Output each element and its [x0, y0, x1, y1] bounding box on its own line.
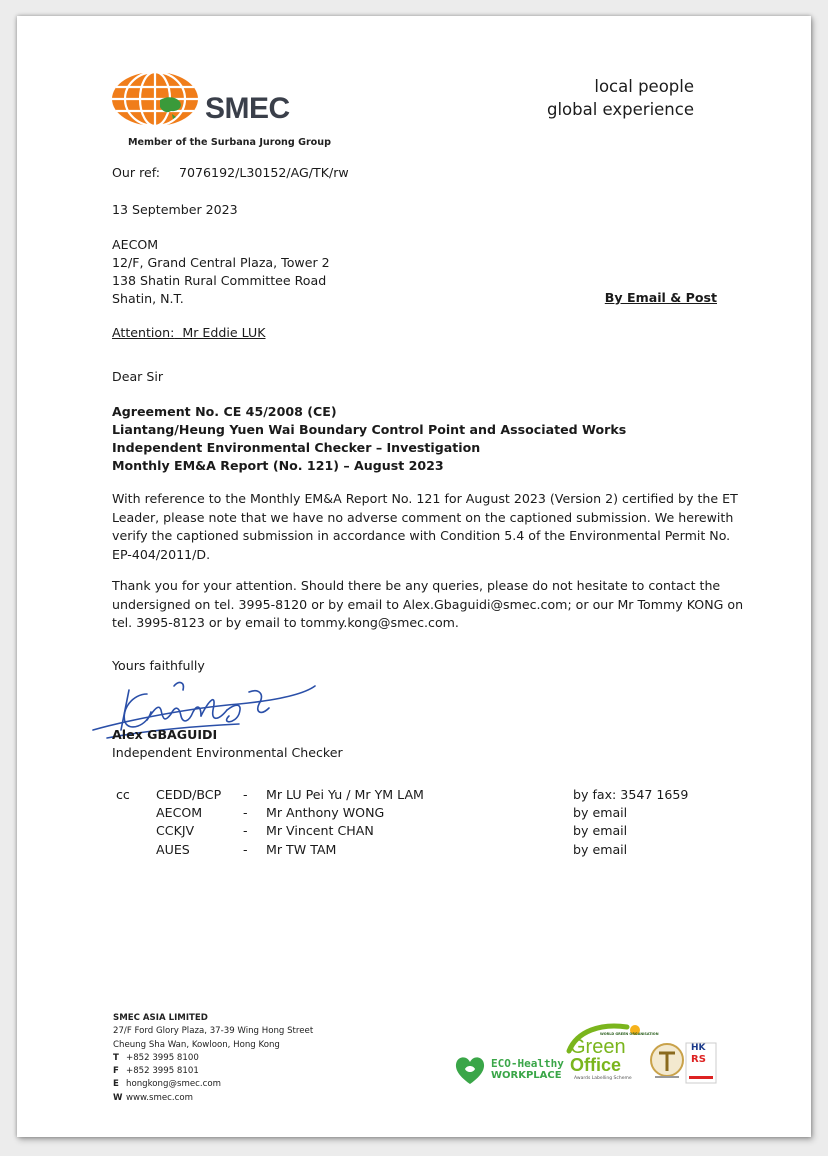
rs-mark-label: RS — [691, 1054, 706, 1065]
slogan-line-1: local people — [594, 77, 694, 96]
cc-method: by fax: 3547 1659 — [573, 787, 689, 802]
signatory-title: Independent Environmental Checker — [112, 745, 343, 760]
web-label: W — [113, 1092, 123, 1103]
salutation: Dear Sir — [112, 369, 164, 384]
paragraph-1-line: Leader, please note that we have no adverse comment on the captioned submission. We herewith — [112, 509, 734, 525]
eco-healthy-line-1: ECO-Healthy — [491, 1057, 564, 1070]
tel-label: T — [113, 1052, 119, 1063]
cc-person: Mr LU Pei Yu / Mr YM LAM — [266, 787, 424, 802]
green-office-line-1: Green — [570, 1036, 626, 1058]
closing: Yours faithfully — [112, 658, 205, 673]
eco-healthy-heart-icon — [453, 1053, 487, 1087]
footer-tel — [113, 1052, 313, 1065]
cc-method: by email — [573, 823, 628, 839]
footer-address — [113, 1012, 313, 1105]
footer-company: SMEC ASIA LIMITED — [113, 1013, 208, 1023]
footer-address-line-2: Cheung Sha Wan, Kowloon, Hong Kong — [113, 1039, 280, 1050]
fax-value: +852 3995 8101 — [126, 1066, 199, 1077]
smec-brand-name: SMEC — [205, 92, 290, 125]
paragraph-2-line: undersigned on tel. 3995-8120 or by email to Alex.Gbaguidi@smec.com; or our Mr Tommy KONG on — [112, 596, 744, 612]
attention-line — [112, 324, 266, 342]
cc-org: CCKJV — [156, 823, 195, 839]
body-paragraph-1 — [112, 490, 738, 564]
cc-org: AUES — [156, 841, 190, 857]
footer-email — [113, 1078, 313, 1091]
cc-dash: - — [243, 823, 248, 839]
web-value: www.smec.com — [126, 1092, 193, 1103]
fax-label: F — [113, 1066, 119, 1077]
cc-person: Mr Vincent CHAN — [266, 823, 374, 839]
attention-label: Attention: — [112, 325, 175, 340]
green-office-line-2: Office — [570, 1055, 622, 1075]
certification-seal-icon — [649, 1042, 685, 1082]
cc-dash: - — [243, 787, 248, 802]
letter-page — [17, 16, 811, 1137]
paragraph-1-line: With reference to the Monthly EM&A Report No. 121 for August 2023 (Version 2) certified by the ET — [112, 491, 738, 506]
cc-method: by email — [573, 841, 628, 857]
cc-dash: - — [243, 841, 248, 857]
smec-globe-logo — [110, 70, 200, 128]
ref-value: 7076192/L30152/AG/TK/rw — [179, 165, 349, 180]
cc-org: CEDD/BCP — [156, 787, 222, 802]
cc-row — [116, 822, 716, 840]
cc-person: Mr TW TAM — [266, 841, 337, 857]
recipient-line-1: AECOM — [112, 237, 159, 252]
footer-address-line-1: 27/F Ford Glory Plaza, 37-39 Wing Hong Street — [113, 1026, 314, 1037]
member-line: Member of the Surbana Jurong Group — [128, 137, 331, 148]
recipient-line-2: 12/F, Grand Central Plaza, Tower 2 — [112, 255, 330, 270]
hk-mark-label: HK — [691, 1043, 706, 1053]
cc-dash: - — [243, 805, 248, 821]
ref-label: Our ref: — [112, 165, 160, 180]
green-office-top: WORLD GREEN ORGANISATION — [600, 1032, 659, 1036]
tel-value: +852 3995 8100 — [126, 1052, 199, 1063]
email-label: E — [113, 1079, 119, 1090]
cc-list — [116, 786, 716, 859]
attention-name: Mr Eddie LUK — [182, 325, 266, 340]
email-value: hongkong@smec.com — [126, 1079, 221, 1090]
delivery-method: By Email & Post — [604, 290, 717, 305]
cc-org: AECOM — [156, 805, 203, 821]
cc-method: by email — [573, 805, 628, 821]
letter-date: 13 September 2023 — [112, 202, 238, 217]
footer-web — [113, 1092, 313, 1105]
recipient-line-3: 138 Shatin Rural Committee Road — [112, 273, 327, 288]
subject-line-3: Independent Environmental Checker – Investigation — [112, 440, 481, 455]
cc-label: cc — [116, 787, 130, 802]
cc-row — [116, 786, 716, 804]
recipient-line-4: Shatin, N.T. — [112, 291, 184, 306]
footer-fax — [113, 1065, 313, 1078]
subject-line-2: Liantang/Heung Yuen Wai Boundary Control Point and Associated Works — [112, 422, 627, 437]
slogan-line-2: global experience — [546, 100, 694, 119]
cc-row — [116, 804, 716, 822]
body-paragraph-2 — [112, 577, 744, 633]
paragraph-2-line: Thank you for your attention. Should there be any queries, please do not hesitate to contact the — [112, 578, 721, 593]
cc-person: Mr Anthony WONG — [266, 805, 385, 821]
subject-line-4: Monthly EM&A Report (No. 121) – August 2023 — [112, 458, 444, 473]
cc-row — [116, 841, 716, 859]
signatory-name: Alex GBAGUIDI — [112, 727, 218, 742]
paragraph-1-line: EP-404/2011/D. — [112, 546, 211, 562]
eco-healthy-line-2: WORKPLACE — [491, 1070, 562, 1081]
subject-line-1: Agreement No. CE 45/2008 (CE) — [112, 404, 337, 419]
paragraph-2-line: tel. 3995-8123 or by email to tommy.kong@smec.com. — [112, 615, 459, 630]
green-office-caption: Awards Labelling Scheme — [574, 1076, 632, 1081]
paragraph-1-line: verify the captioned submission in accordance with Condition 5.4 of the Environmental Permit No. — [112, 528, 731, 543]
